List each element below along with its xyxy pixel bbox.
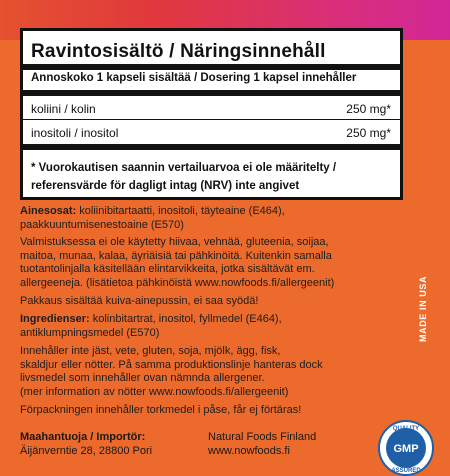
gmp-quality-badge-icon xyxy=(378,420,434,476)
serving-size: Annoskoko 1 kapseli sisältää / Dosering 1 kapsel innehåller xyxy=(31,72,357,84)
footnote-line: referensvärde för dagligt intag (NRV) inte angivet xyxy=(31,180,300,192)
nutrient-row xyxy=(31,126,391,140)
allergen-line: skaldjur eller nötter. På samma produktionslinje hanteras dock xyxy=(20,358,323,371)
ingredients-line xyxy=(20,205,360,219)
badge-bottom-text: ASSURED xyxy=(391,468,421,474)
ingredients-text: koliinibitartaatti, inositoli, täyteaine (E464), xyxy=(76,205,285,217)
allergen-line: tuotantolinjalla käsitellään elintarvikkeita, jotka sisältävät em. xyxy=(20,263,315,276)
ingredients-label: Ingredienser: xyxy=(20,313,90,325)
allergen-line: Valmistuksessa ei ole käytetty hiivaa, vehnää, gluteenia, soijaa, xyxy=(20,236,329,248)
fi-ingredients xyxy=(20,205,360,232)
fi-allergen-info xyxy=(20,236,360,290)
fi-desiccant-warning: Pakkaus sisältää kuiva-ainepussin, ei saa syödä! xyxy=(20,295,259,307)
sv-allergen-info xyxy=(20,345,360,399)
allergen-line: maitoa, munaa, kalaa, äyriäisiä tai pähkinöitä. Kuitenkin samalla xyxy=(20,249,332,262)
badge-gmp-text: GMP xyxy=(393,443,419,455)
thick-divider xyxy=(23,64,400,70)
nutrient-row xyxy=(31,102,391,116)
ingredients-text: kolinbitartrat, inositol, fyllmedel (E464), xyxy=(89,313,282,325)
thick-divider xyxy=(23,144,400,150)
importer-company: Natural Foods Finland xyxy=(208,431,317,443)
allergen-line: allergeeneja. (lisätietoa pähkinöistä www.nowfoods.fi/allergeenit) xyxy=(20,276,335,289)
nutrient-name: koliini / kolin xyxy=(31,102,96,116)
facts-title: Ravintosisältö / Näringsinnehåll xyxy=(31,41,326,62)
allergen-line: Innehåller inte jäst, vete, gluten, soja, mjölk, ägg, fisk, xyxy=(20,345,281,357)
thick-divider xyxy=(23,90,400,96)
footnote-line: * Vuorokautisen saannin vertailuarvoa ei ole määritelty / xyxy=(31,162,337,174)
importer-info xyxy=(20,430,420,458)
ingredients-text: paakkuuntumisenestoaine (E570) xyxy=(20,218,184,231)
sv-ingredients xyxy=(20,313,360,340)
importer-label-text: Maahantuoja / Importör: xyxy=(20,431,146,443)
importer-website: www.nowfoods.fi xyxy=(208,445,290,457)
nutrient-name: inositoli / inositol xyxy=(31,126,119,140)
allergen-line: livsmedel som innehåller ovan nämnda allergener. xyxy=(20,372,265,385)
ingredients-line xyxy=(20,313,360,327)
nutrient-amount: 250 mg* xyxy=(346,126,391,140)
nutrition-facts-panel xyxy=(20,28,403,200)
ingredients-text: antiklumpningsmedel (E570) xyxy=(20,326,160,339)
nutrient-amount: 250 mg* xyxy=(346,102,391,116)
importer-company-block xyxy=(208,430,316,458)
importer-address: Äijänverntie 28, 28800 Pori xyxy=(20,445,153,457)
allergen-line: (mer information av nötter www.nowfoods.fi/allergeenit) xyxy=(20,385,289,398)
sv-desiccant-warning: Förpackningen innehåller torkmedel i påse, får ej förtäras! xyxy=(20,404,302,416)
thin-divider xyxy=(23,119,400,120)
badge-top-text: QUALITY xyxy=(392,426,420,432)
ingredients-label: Ainesosat: xyxy=(20,205,77,217)
made-in-usa-label: MADE IN USA xyxy=(418,275,428,342)
nrv-footnote xyxy=(31,159,391,195)
